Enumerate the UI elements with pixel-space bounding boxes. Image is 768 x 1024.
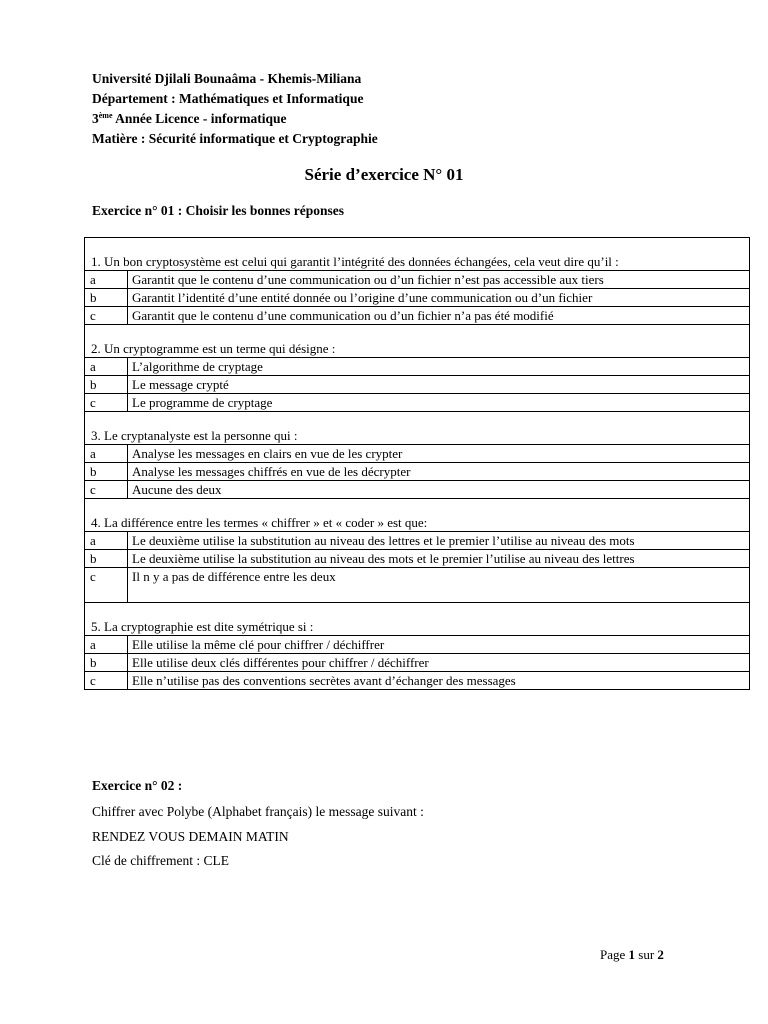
option-letter: a	[85, 445, 128, 463]
option-letter: a	[85, 358, 128, 376]
option-letter: b	[85, 550, 128, 568]
page-word: Page	[600, 947, 629, 962]
option-row	[85, 376, 750, 394]
question-row	[85, 499, 750, 532]
option-text: Garantit l’identité d’une entité donnée ou l’origine d’une communication ou d’un fichier	[128, 289, 750, 307]
exercise2-key: Clé de chiffrement : CLE	[92, 853, 229, 868]
option-text: Le deuxième utilise la substitution au niveau des lettres et le premier l’utilise au niveau des mots	[128, 532, 750, 550]
option-row	[85, 271, 750, 289]
option-text: Analyse les messages en clairs en vue de les crypter	[128, 445, 750, 463]
option-letter: c	[85, 481, 128, 499]
option-letter: c	[85, 394, 128, 412]
option-text: Le deuxième utilise la substitution au niveau des mots et le premier l’utilise au niveau des lettres	[128, 550, 750, 568]
option-letter: c	[85, 568, 128, 603]
option-letter: a	[85, 636, 128, 654]
option-row	[85, 481, 750, 499]
option-text: L’algorithme de cryptage	[128, 358, 750, 376]
year-number: 3	[92, 111, 99, 126]
option-letter: c	[85, 672, 128, 690]
page-current: 1	[628, 947, 636, 962]
exercise2-title: Exercice n° 02 :	[92, 778, 183, 793]
page-footer	[600, 947, 664, 963]
option-row	[85, 445, 750, 463]
question-row	[85, 603, 750, 636]
option-row	[85, 654, 750, 672]
option-text: Le programme de cryptage	[128, 394, 750, 412]
option-text: Aucune des deux	[128, 481, 750, 499]
question-row	[85, 238, 750, 271]
question-text: 1. Un bon cryptosystème est celui qui garantit l’intégrité des données échangées, cela veut dire qu’il :	[85, 238, 750, 271]
exercise1-title: Exercice n° 01 : Choisir les bonnes réponses	[92, 203, 345, 218]
page-of-word: sur	[635, 947, 658, 962]
option-row	[85, 568, 750, 603]
exercise2-message: RENDEZ VOUS DEMAIN MATIN	[92, 829, 289, 844]
question-row	[85, 412, 750, 445]
page-title: Série d’exercice N° 01	[304, 165, 464, 184]
question-text: 4. La différence entre les termes « chiffrer » et « coder » est que:	[85, 499, 750, 532]
option-text: Analyse les messages chiffrés en vue de les décrypter	[128, 463, 750, 481]
option-letter: c	[85, 307, 128, 325]
option-row	[85, 307, 750, 325]
option-row	[85, 672, 750, 690]
qcm-table	[84, 237, 750, 690]
university-name: Université Djilali Bounaâma - Khemis-Miliana	[92, 71, 362, 86]
year-suffix: ème	[98, 111, 113, 120]
document-header	[92, 69, 378, 149]
department-name: Département : Mathématiques et Informatique	[92, 91, 364, 106]
option-text: Garantit que le contenu d’une communication ou d’un fichier n’a pas été modifié	[128, 307, 750, 325]
year-label: Année Licence - informatique	[112, 111, 287, 126]
question-text: 5. La cryptographie est dite symétrique si :	[85, 603, 750, 636]
option-letter: b	[85, 376, 128, 394]
question-text: 3. Le cryptanalyste est la personne qui :	[85, 412, 750, 445]
option-text: Garantit que le contenu d’une communication ou d’un fichier n’est pas accessible aux tiers	[128, 271, 750, 289]
option-row	[85, 550, 750, 568]
exercise2-instruction: Chiffrer avec Polybe (Alphabet français) le message suivant :	[92, 804, 424, 819]
option-text: Elle n’utilise pas des conventions secrètes avant d’échanger des messages	[128, 672, 750, 690]
option-row	[85, 289, 750, 307]
option-text: Il n y a pas de différence entre les deux	[128, 568, 750, 603]
study-year	[92, 109, 378, 129]
option-row	[85, 463, 750, 481]
subject-name: Matière : Sécurité informatique et Cryptographie	[92, 131, 378, 146]
option-text: Elle utilise deux clés différentes pour chiffrer / déchiffrer	[128, 654, 750, 672]
option-letter: a	[85, 271, 128, 289]
option-row	[85, 358, 750, 376]
option-row	[85, 532, 750, 550]
question-text: 2. Un cryptogramme est un terme qui désigne :	[85, 325, 750, 358]
option-row	[85, 636, 750, 654]
option-letter: b	[85, 654, 128, 672]
option-letter: b	[85, 289, 128, 307]
question-row	[85, 325, 750, 358]
option-text: Le message crypté	[128, 376, 750, 394]
page-total: 2	[657, 947, 664, 962]
option-letter: a	[85, 532, 128, 550]
option-text: Elle utilise la même clé pour chiffrer / déchiffrer	[128, 636, 750, 654]
option-letter: b	[85, 463, 128, 481]
option-row	[85, 394, 750, 412]
